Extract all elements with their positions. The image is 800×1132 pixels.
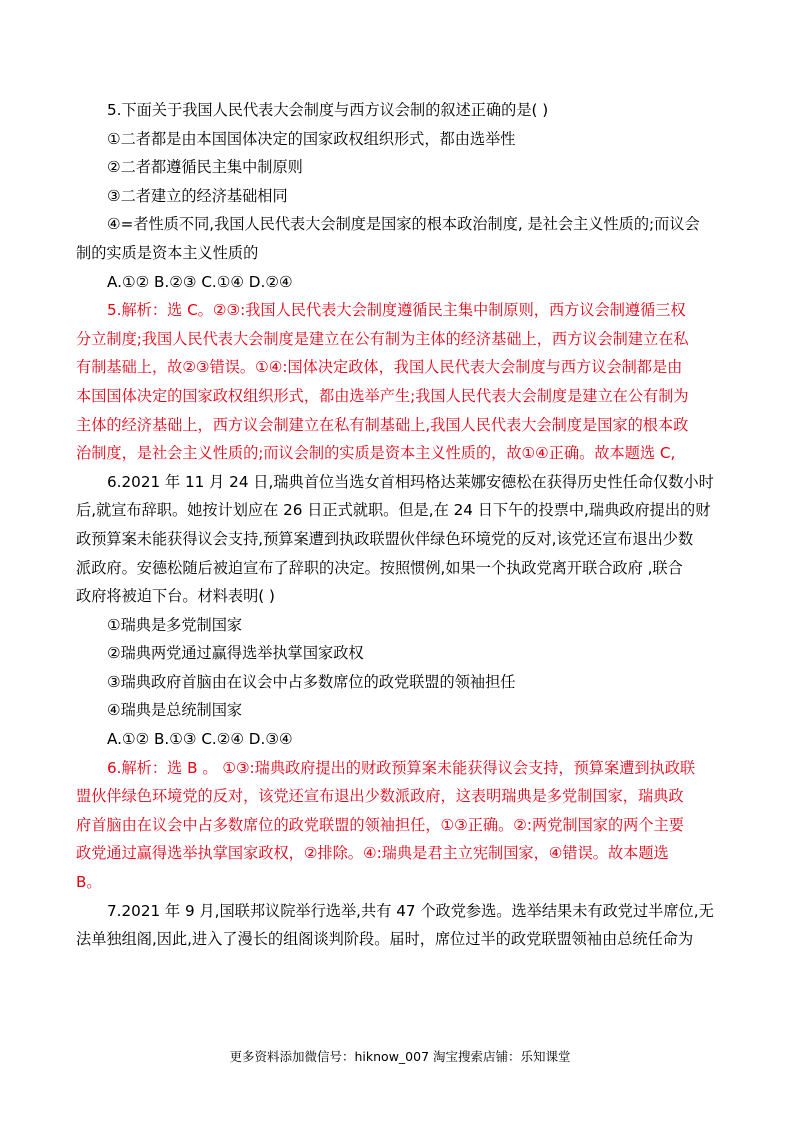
q5-option: ①二者都是由本国国体决定的国家政权组织形式，都由选举性: [107, 129, 516, 148]
q5-analysis: 本国国体决定的国家政权组织形式，都由选举产生;我国人民代表大会制度是建立在公有制为: [76, 386, 689, 405]
q5-option: ②二者都遵循民主集中制原则: [107, 158, 303, 177]
q7-stem: 法单独组阁,因此,进入了漫长的组阁谈判阶段。届时，席位过半的政党联盟领袖由总统任命为: [76, 930, 694, 949]
q5-analysis: 治制度，是社会主义性质的;而议会制的实质是资本主义性质的，故①④正确。故本题选 C,: [76, 444, 676, 463]
q5-analysis: 5.解析：选 C。②③:我国人民代表大会制度遵循民主集中制原则，西方议会制遵循三权: [107, 301, 686, 320]
q6-stem: 后,就宣布辞职。她按计划应在 26 日正式就职。但是,在 24 日下午的投票中,瑞典政府提出的财: [76, 501, 711, 520]
q5-choices: A.①② B.②③ C.①④ D.②④: [107, 272, 293, 291]
q6-analysis: 政党通过赢得选举执掌国家政权，②排除。④:瑞典是君主立宪制国家，④错误。故本题选: [76, 844, 669, 863]
page-footer: 更多资料添加微信号：hiknow_007 淘宝搜索店铺：乐知课堂: [229, 1049, 571, 1064]
q5-stem: 5.下面关于我国人民代表大会制度与西方议会制的叙述正确的是( ): [107, 101, 549, 119]
document-body: [76, 96, 732, 954]
q6-choices: A.①② B.①③ C.②④ D.③④: [107, 730, 293, 749]
q7-stem: 7.2021 年 9 月,国联邦议院举行选举,共有 47 个政党参选。选举结果未有政党过半席位,无: [107, 901, 714, 920]
q6-stem: 政府将被迫下台。材料表明( ): [76, 587, 275, 606]
q5-analysis: 分立制度;我国人民代表大会制度是建立在公有制为主体的经济基础上，西方议会制建立在私: [76, 329, 689, 348]
q6-analysis: 6.解析：选 B 。 ①③:瑞典政府提出的财政预算案未能获得议会支持，预算案遭到执政联: [107, 758, 696, 777]
q5-option: ③二者建立的经济基础相同: [107, 186, 288, 205]
q5-analysis: 有制基础上，故②③错误。①④:国体决定政体，我国人民代表大会制度与西方议会制都是由: [76, 358, 683, 377]
q6-analysis: B。: [76, 873, 102, 892]
q6-stem: 派政府。安德松随后被迫宣布了辞职的决定。按照惯例,如果一个执政党离开联合政府 ,联合: [76, 558, 683, 577]
q6-option: ①瑞典是多党制国家: [107, 615, 243, 634]
q5-option: ④=者性质不同,我国人民代表大会制度是国家的根本政治制度, 是社会主义性质的;而议会: [107, 215, 700, 234]
q6-option: ④瑞典是总统制国家: [107, 701, 243, 720]
q6-option: ③瑞典政府首脑由在议会中占多数席位的政党联盟的领袖担任: [107, 672, 516, 691]
q6-analysis: 盟伙伴绿色环境党的反对，该党还宣布退出少数派政府，这表明瑞典是多党制国家，瑞典政: [76, 787, 684, 806]
q5-option: 制的实质是资本主义性质的: [76, 243, 259, 262]
q5-analysis: 主体的经济基础上，西方议会制建立在私有制基础上,我国人民代表大会制度是国家的根本政: [76, 415, 689, 434]
q6-stem: 政预算案未能获得议会支持,预算案遭到执政联盟伙伴绿色环境党的反对,该党还宣布退出少数: [76, 529, 694, 548]
q6-stem: 6.2021 年 11 月 24 日,瑞典首位当选女首相玛格达莱娜安德松在获得历史性任命仅数小时: [107, 472, 714, 491]
q6-analysis: 府首脑由在议会中占多数席位的政党联盟的领袖担任，①③正确。②:两党制国家的两个主要: [76, 815, 684, 834]
q6-option: ②瑞典两党通过赢得选举执掌国家政权: [107, 644, 364, 663]
